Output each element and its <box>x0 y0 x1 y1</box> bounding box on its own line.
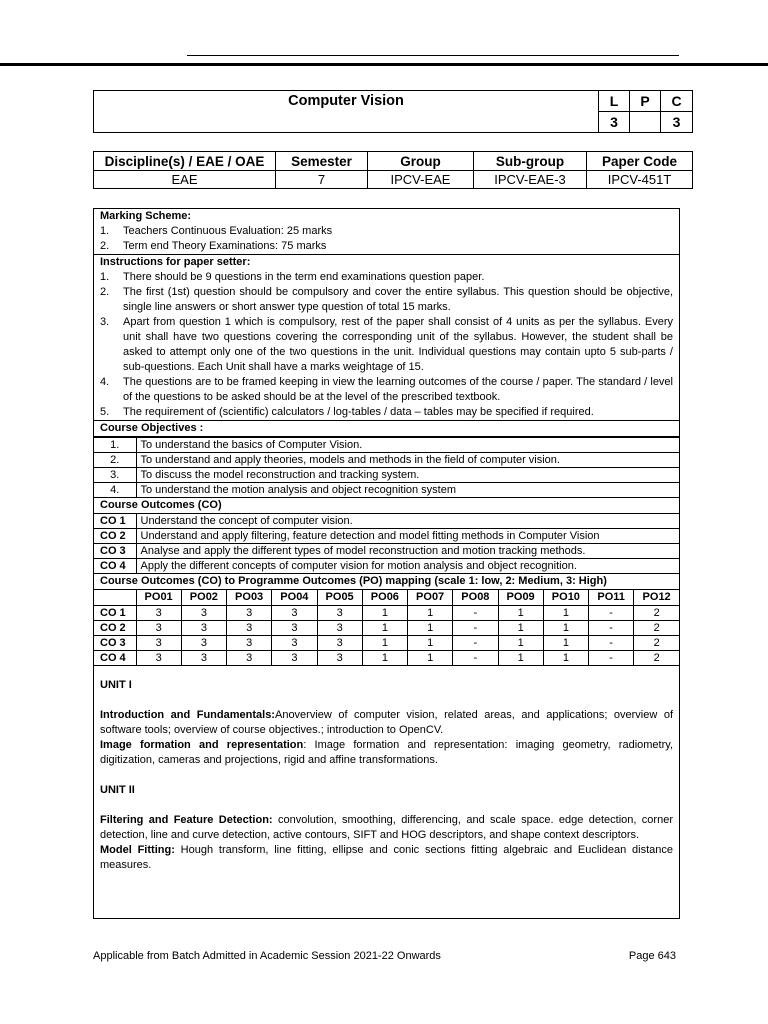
objective-row: 3. To discuss the model reconstruction and tracking system. <box>94 468 679 483</box>
outcome-row: CO 4 Apply the different concepts of computer vision for motion analysis and object recognition. <box>94 559 679 574</box>
units-section <box>94 666 679 873</box>
unit-topic: Introduction and Fundamentals:Anoverview of computer vision, related areas, and applications; overview of software tools; overview of course objectives.; introduction to OpenCV. <box>100 709 673 736</box>
lpc-value-c: 3 <box>661 112 693 133</box>
instruction-item: 5. The requirement of (scientific) calculators / log-tables / data – tables may be specified if required. <box>100 406 594 418</box>
mapping-row: CO 2 3 3 3 3 3 1 1 - 1 1 - 2 <box>94 621 679 636</box>
co-po-mapping-table <box>94 589 679 666</box>
instruction-item: 1. There should be 9 questions in the term end examinations question paper. <box>100 271 485 283</box>
course-outcomes-heading: Course Outcomes (CO) <box>94 498 679 514</box>
mapping-heading: Course Outcomes (CO) to Programme Outcomes (PO) mapping (scale 1: low, 2: Medium, 3: High) <box>100 575 607 587</box>
objective-row: 1. To understand the basics of Computer Vision. <box>94 438 679 453</box>
lpc-value-p <box>630 112 661 133</box>
group-value: IPCV-EAE <box>368 171 474 189</box>
semester-value: 7 <box>276 171 368 189</box>
objective-row: 4. To understand the motion analysis and object recognition system <box>94 483 679 498</box>
course-objectives-heading: Course Objectives : <box>94 421 679 437</box>
unit-title: UNIT I <box>100 679 132 691</box>
course-objectives-section <box>94 421 679 666</box>
mapping-header-row: PO01 PO02 PO03 PO04 PO05 PO06 PO07 PO08 PO09 PO10 PO11 PO12 <box>94 590 679 606</box>
unit-title: UNIT II <box>100 784 135 796</box>
discipline-header: Discipline(s) / EAE / OAE <box>94 152 276 171</box>
marking-scheme-section <box>94 209 679 255</box>
mapping-row: CO 3 3 3 3 3 3 1 1 - 1 1 - 2 <box>94 636 679 651</box>
instruction-item: 2. The first (1st) question should be compulsory and cover the entire syllabus. This question should be objective, single line answers or short answer type question of total 15 marks. <box>100 286 673 313</box>
lpc-header-c: C <box>661 91 693 112</box>
unit-topic: Image formation and representation: Image formation and representation: imaging geometry, radiometry, digitization, cameras and projections, rigid and affine transformations. <box>100 739 674 766</box>
course-title: Computer Vision <box>94 91 599 133</box>
course-title-table <box>93 90 693 133</box>
subgroup-value: IPCV-EAE-3 <box>474 171 587 189</box>
mapping-row: CO 4 3 3 3 3 3 1 1 - 1 1 - 2 <box>94 651 679 666</box>
mapping-row: CO 1 3 3 3 3 3 1 1 - 1 1 - 2 <box>94 606 679 621</box>
top-rule-thin <box>187 55 679 56</box>
lpc-value-l: 3 <box>599 112 630 133</box>
instruction-item: 3. Apart from question 1 which is compulsory, rest of the paper shall consist of 4 units as per the syllabus. Every unit shall have two questions covering the corresponding unit of the syllabus. However, the student shall be asked to attempt only one of the two questions in the unit. Individual questions may contain upto 5 sub-parts / sub-questions. Each Unit shall have a marks weightage of 15. <box>100 316 673 373</box>
page-number: Page 643 <box>628 950 676 962</box>
syllabus-box <box>93 208 680 919</box>
instructions-section <box>94 255 679 421</box>
paper-code-value: IPCV-451T <box>587 171 693 189</box>
subgroup-header: Sub-group <box>474 152 587 171</box>
marking-item: 2. Term end Theory Examinations: 75 marks <box>100 240 327 252</box>
outcome-row: CO 1 Understand the concept of computer vision. <box>94 514 679 529</box>
top-rule-thick <box>0 63 768 66</box>
unit-topic: Filtering and Feature Detection: convolution, smoothing, differencing, and scale space. edge detection, corner detection, line and curve detection, active contours, SIFT and HOG descriptors, and shape context descriptors. <box>100 814 673 841</box>
instructions-heading: Instructions for paper setter: <box>100 256 251 268</box>
outcome-row: CO 3 Analyse and apply the different types of model reconstruction and motion tracking methods. <box>94 544 679 559</box>
instruction-item: 4. The questions are to be framed keeping in view the learning outcomes of the course / paper. The standard / level of the questions to be asked should be at the level of the prescribed textbook. <box>100 376 673 403</box>
discipline-value: EAE <box>94 171 276 189</box>
objectives-table <box>94 437 679 498</box>
outcome-row: CO 2 Understand and apply filtering, feature detection and model fitting methods in Computer Vision <box>94 529 679 544</box>
lpc-header-p: P <box>630 91 661 112</box>
unit-topic: Model Fitting: Hough transform, line fitting, ellipse and conic sections fitting algebraic and Euclidean distance measures. <box>100 844 674 871</box>
semester-header: Semester <box>276 152 368 171</box>
footer-applicability: Applicable from Batch Admitted in Academic Session 2021-22 Onwards <box>93 950 441 962</box>
lpc-header-l: L <box>599 91 630 112</box>
group-header: Group <box>368 152 474 171</box>
outcomes-table <box>94 514 679 574</box>
marking-scheme-heading: Marking Scheme: <box>100 210 192 222</box>
marking-item: 1. Teachers Continuous Evaluation: 25 marks <box>100 225 333 237</box>
objective-row: 2. To understand and apply theories, models and methods in the field of computer vision. <box>94 453 679 468</box>
discipline-table <box>93 151 693 189</box>
paper-code-header: Paper Code <box>587 152 693 171</box>
